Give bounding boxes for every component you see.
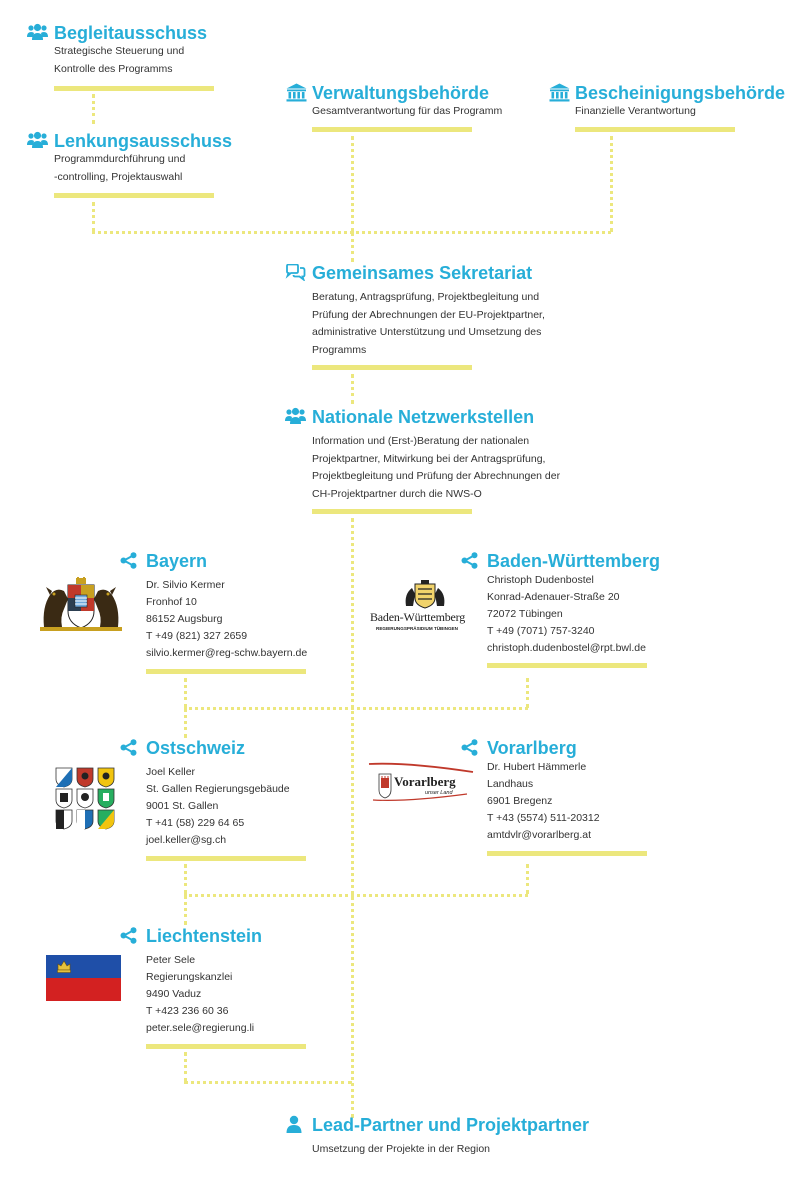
bescheinigungsbehoerde-title: Bescheinigungsbehörde xyxy=(575,83,786,103)
people-icon xyxy=(27,23,47,41)
liechtenstein-email[interactable]: peter.sele@regierung.li xyxy=(146,1022,255,1034)
vorarlberg-title: Vorarlberg xyxy=(487,738,577,758)
sekretariat-title: Gemeinsames Sekretariat xyxy=(312,263,533,283)
connector xyxy=(184,864,187,894)
share-icon xyxy=(120,739,140,757)
baden-wuerttemberg-logo xyxy=(370,580,480,636)
ostschweiz-email[interactable]: joel.keller@sg.ch xyxy=(146,834,227,846)
underline-bar xyxy=(54,86,214,91)
netzwerkstellen-title: Nationale Netzwerkstellen xyxy=(312,407,535,427)
bayern-email[interactable]: silvio.kermer@reg-schw.bayern.de xyxy=(146,647,308,659)
share-icon xyxy=(461,739,481,757)
connector xyxy=(184,895,187,925)
bayern-coat-of-arms xyxy=(40,577,122,631)
bw-logo-name: Baden-Württemberg xyxy=(370,610,466,624)
connector xyxy=(184,708,187,738)
underline-bar xyxy=(146,1044,306,1049)
underline-bar xyxy=(312,127,472,132)
connector xyxy=(526,864,529,894)
bw-email[interactable]: christoph.dudenbostel@rpt.bwl.de xyxy=(487,642,646,654)
netzwerkstellen-description: Information und (Erst-)Beratung der nationalen Projektpartner, Mitwirkung bei der Antragsprüfung, Projektbegleitung und Prüfung der Abrechnungen der CH-Projektpartner durch die NWS-O xyxy=(312,435,561,500)
underline-bar xyxy=(146,669,306,674)
ostschweiz-title: Ostschweiz xyxy=(146,738,246,758)
begleitausschuss-description: Strategische Steuerung und Kontrolle des Programms xyxy=(54,45,185,75)
bw-logo-subtitle: REGIERUNGSPRÄSIDIUM TÜBINGEN xyxy=(376,626,458,631)
vorarlberg-logo-subtitle: unser Land xyxy=(425,790,453,796)
lenkungsausschuss-title: Lenkungsausschuss xyxy=(54,131,233,151)
sekretariat-description: Beratung, Antragsprüfung, Projektbegleitung und Prüfung der Abrechnungen der EU-Projektpartner, administrative Unterstützung und Umsetzung des Programms xyxy=(312,291,545,356)
connector xyxy=(351,232,354,262)
baden-wuerttemberg-title: Baden-Württemberg xyxy=(487,551,661,571)
underline-bar xyxy=(487,663,647,668)
lead-partner-title: Lead-Partner und Projektpartner xyxy=(312,1115,590,1135)
connector xyxy=(184,678,187,708)
share-icon xyxy=(120,552,140,570)
connector xyxy=(92,94,95,124)
bescheinigungsbehoerde-description: Finanzielle Verantwortung xyxy=(575,105,696,117)
ostschweiz-contact: Joel Keller St. Gallen Regierungsgebäude 9001 St. Gallen T +41 (58) 229 64 65 joel.keller@sg.ch xyxy=(146,764,290,849)
connector xyxy=(351,374,354,404)
connector xyxy=(184,894,528,897)
bayern-contact: Dr. Silvio Kermer Fronhof 10 86152 Augsburg T +49 (821) 327 2659 silvio.kermer@reg-schw.bayern.de xyxy=(146,577,307,662)
underline-bar xyxy=(146,856,306,861)
verwaltungsbehoerde-description: Gesamtverantwortung für das Programm xyxy=(312,105,503,117)
institution-icon xyxy=(286,83,306,101)
liechtenstein-title: Liechtenstein xyxy=(146,926,263,946)
underline-bar xyxy=(575,127,735,132)
chat-icon xyxy=(285,264,305,282)
share-icon xyxy=(120,927,140,945)
vorarlberg-email[interactable]: amtdvlr@vorarlberg.at xyxy=(487,829,592,841)
vorarlberg-contact: Dr. Hubert Hämmerle Landhaus 6901 Bregenz T +43 (5574) 511-20312 amtdvlr@vorarlberg.at xyxy=(487,759,600,844)
underline-bar xyxy=(312,509,472,514)
ostschweiz-cantons-logos xyxy=(55,767,115,831)
people-icon xyxy=(285,407,305,425)
begleitausschuss-title: Begleitausschuss xyxy=(54,23,208,43)
liechtenstein-contact: Peter Sele Regierungskanzlei 9490 Vaduz T +423 236 60 36 peter.sele@regierung.li xyxy=(146,952,254,1037)
verwaltungsbehoerde-title: Verwaltungsbehörde xyxy=(312,83,490,103)
vorarlberg-logo-name: Vorarlberg xyxy=(394,774,456,789)
lenkungsausschuss-description: Programmdurchführung und -controlling, Projektauswahl xyxy=(54,153,186,183)
connector xyxy=(351,136,354,232)
connector xyxy=(351,518,354,1118)
underline-bar xyxy=(54,193,214,198)
underline-bar xyxy=(312,365,472,370)
people-icon xyxy=(27,131,47,149)
underline-bar xyxy=(487,851,647,856)
connector xyxy=(184,1081,352,1084)
person-icon xyxy=(286,1115,306,1133)
connector xyxy=(184,707,528,710)
lead-partner-description: Umsetzung der Projekte in der Region xyxy=(312,1143,491,1155)
baden-wuerttemberg-contact: Christoph Dudenbostel Konrad-Adenauer-Straße 20 72072 Tübingen T +49 (7071) 757-3240 christoph.dudenbostel@rpt.bwl.de xyxy=(487,572,646,657)
vorarlberg-logo xyxy=(367,760,477,804)
connector xyxy=(92,202,95,232)
connector xyxy=(526,678,529,708)
liechtenstein-flag xyxy=(46,955,121,1001)
institution-icon xyxy=(549,83,569,101)
bayern-title: Bayern xyxy=(146,551,208,571)
share-icon xyxy=(461,552,481,570)
connector xyxy=(610,136,613,232)
connector xyxy=(184,1052,187,1082)
